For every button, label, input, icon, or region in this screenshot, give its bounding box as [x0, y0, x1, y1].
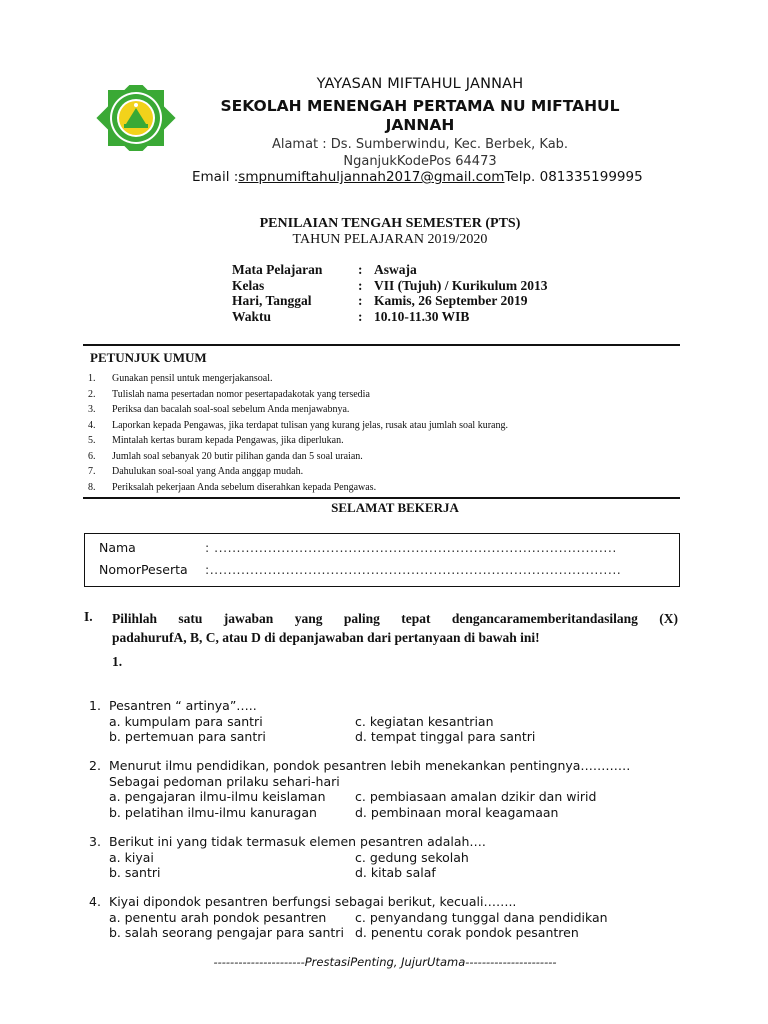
identity-box [84, 533, 680, 587]
email-label: Email : [192, 169, 239, 185]
info-value: 10.10-11.30 WIB [374, 308, 470, 324]
email-link[interactable]: smpnumiftahuljannah2017@gmail.com [238, 169, 505, 185]
instructions-list [88, 371, 688, 495]
telp-text: Telp. 081335199995 [504, 169, 643, 185]
instruction-number: 4. [88, 419, 96, 431]
school-name: SEKOLAH MENENGAH PERTAMA NU MIFTAHUL JANNAH [220, 97, 620, 134]
info-label: Hari, Tanggal [232, 293, 312, 308]
section-instruction-line-2: padahurufA, B, C, atau D di depanjawaban dari pertanyaan di bawah ini! [112, 630, 540, 645]
option-b[interactable]: b. pelatihan ilmu-ilmu kanuragan [109, 804, 317, 820]
info-label: Mata Pelajaran [232, 262, 323, 277]
exam-info-row [232, 278, 548, 294]
contact-line [192, 169, 662, 185]
question-number: 1. [89, 698, 101, 713]
school-logo-icon [94, 85, 178, 151]
instruction-item [88, 433, 688, 449]
number-field[interactable]: :............................................................................................ [205, 562, 622, 577]
question-stem [89, 894, 689, 910]
closing-text: SELAMAT BEKERJA [331, 500, 459, 515]
option-a[interactable]: a. penentu arah pondok pesantren [109, 909, 327, 925]
instruction-text: Periksa dan bacalah soal-soal sebelum Anda menjawabnya. [112, 404, 350, 415]
instruction-text: Gunakan pensil untuk mengerjakansoal. [112, 373, 273, 384]
yayasan-name: YAYASAN MIFTAHUL JANNAH [316, 76, 524, 92]
option-b[interactable]: b. pertemuan para santri [109, 729, 266, 744]
section-instruction-line-1: Pilihlah satu jawaban yang paling tepat dengancaramemberitandasilang (X) [112, 611, 678, 626]
instruction-number: 3. [88, 404, 96, 415]
address-line-2: NganjukKodePos 64473 [343, 154, 497, 169]
option-c[interactable]: c. pembiasaan amalan dzikir dan wirid [355, 789, 597, 804]
instruction-item [88, 418, 688, 434]
question [89, 894, 689, 941]
instruction-item [88, 464, 688, 480]
option-b[interactable]: b. santri [109, 865, 161, 880]
question-stem [89, 834, 689, 850]
instruction-number: 6. [88, 450, 96, 462]
instruction-number: 7. [88, 466, 96, 477]
question-options [109, 910, 689, 941]
question-text: Menurut ilmu pendidikan, pondok pesantren lebih menekankan pentingnya………… [109, 758, 631, 773]
info-sep: : [358, 293, 363, 308]
instruction-item [88, 449, 688, 465]
question-text: Kiyai dipondok pesantren berfungsi sebagai berikut, kecuali…….. [109, 894, 517, 909]
info-label: Kelas [232, 277, 265, 293]
instruction-text: Periksalah pekerjaan Anda sebelum diserahkan kepada Pengawas. [112, 481, 377, 493]
instruction-number: 1. [88, 373, 96, 384]
question [89, 834, 689, 881]
question-stem [89, 698, 689, 714]
exam-info-row [232, 262, 548, 278]
school-address [190, 136, 650, 170]
number-label: NomorPeserta [99, 562, 188, 577]
instruction-item [88, 480, 688, 496]
instruction-text: Laporkan kepada Pengawas, jika terdapat tulisan yang kurang jelas, rusak atau jumlah soal kurang. [112, 419, 508, 431]
address-line-1: Alamat : Ds. Sumberwindu, Kec. Berbek, Kab. [271, 137, 569, 152]
info-value: Kamis, 26 September 2019 [374, 293, 528, 308]
exam-info-row [232, 293, 548, 309]
instruction-number: 5. [88, 435, 96, 446]
divider-bottom [83, 497, 680, 499]
instruction-text: Dahulukan soal-soal yang Anda anggap mudah. [112, 466, 304, 477]
info-sep: : [358, 308, 363, 324]
name-field[interactable]: : .......................................................................................... [205, 540, 617, 555]
section-sub-number: 1. [112, 654, 123, 669]
option-a[interactable]: a. kumpulam para santri [109, 713, 263, 729]
question-text-continued: Sebagai pedoman prilaku sehari-hari [109, 773, 340, 789]
info-sep: : [358, 262, 363, 277]
option-c[interactable]: c. penyandang tunggal dana pendidikan [355, 909, 608, 925]
instruction-text: Tulislah nama pesertadan nomor pesertapadakotak yang tersedia [112, 388, 370, 400]
exam-info-row [232, 309, 548, 325]
question-options [109, 789, 689, 820]
question-number: 4. [89, 894, 101, 909]
instructions-heading: PETUNJUK UMUM [90, 350, 207, 365]
option-a[interactable]: a. kiyai [109, 849, 154, 865]
instruction-item [88, 371, 688, 387]
name-row [99, 540, 617, 555]
instruction-text: Mintalah kertas buram kepada Pengawas, jika diperlukan. [112, 435, 344, 446]
footer-motto: ----------------------PrestasiPenting, JujurUtama---------------------- [213, 955, 557, 969]
option-c[interactable]: c. gedung sekolah [355, 849, 469, 865]
question-number: 2. [89, 758, 101, 773]
exam-info-table [232, 262, 548, 324]
info-sep: : [358, 277, 363, 293]
exam-title: PENILAIAN TENGAH SEMESTER (PTS) [259, 216, 521, 231]
section-number: I. [84, 609, 93, 624]
name-label: Nama [99, 540, 136, 555]
question-number: 3. [89, 834, 101, 849]
instruction-item [88, 402, 688, 418]
question-options [109, 850, 689, 881]
info-value: Aswaja [374, 262, 417, 277]
option-c[interactable]: c. kegiatan kesantrian [355, 713, 494, 729]
instruction-item [88, 387, 688, 403]
instruction-text: Jumlah soal sebanyak 20 butir pilihan ganda dan 5 soal uraian. [112, 450, 363, 462]
option-a[interactable]: a. pengajaran ilmu-ilmu keislaman [109, 789, 326, 804]
option-d[interactable]: d. penentu corak pondok pesantren [355, 925, 579, 940]
question-text: Berikut ini yang tidak termasuk elemen pesantren adalah…. [109, 834, 486, 849]
option-d[interactable]: d. tempat tinggal para santri [355, 729, 536, 744]
divider-top [83, 344, 680, 346]
info-label: Waktu [232, 308, 272, 324]
question-options [109, 714, 689, 745]
instruction-number: 2. [88, 388, 96, 400]
question [89, 698, 689, 745]
option-d[interactable]: d. kitab salaf [355, 865, 436, 880]
option-b[interactable]: b. salah seorang pengajar para santri [109, 925, 344, 940]
option-d[interactable]: d. pembinaan moral keagamaan [355, 804, 559, 820]
question-text: Pesantren “ artinya”….. [109, 698, 257, 713]
instruction-number: 8. [88, 481, 96, 493]
question [89, 758, 689, 820]
exam-year: TAHUN PELAJARAN 2019/2020 [292, 232, 488, 247]
info-value: VII (Tujuh) / Kurikulum 2013 [374, 277, 548, 293]
question-stem [89, 758, 689, 774]
number-row [99, 562, 621, 577]
